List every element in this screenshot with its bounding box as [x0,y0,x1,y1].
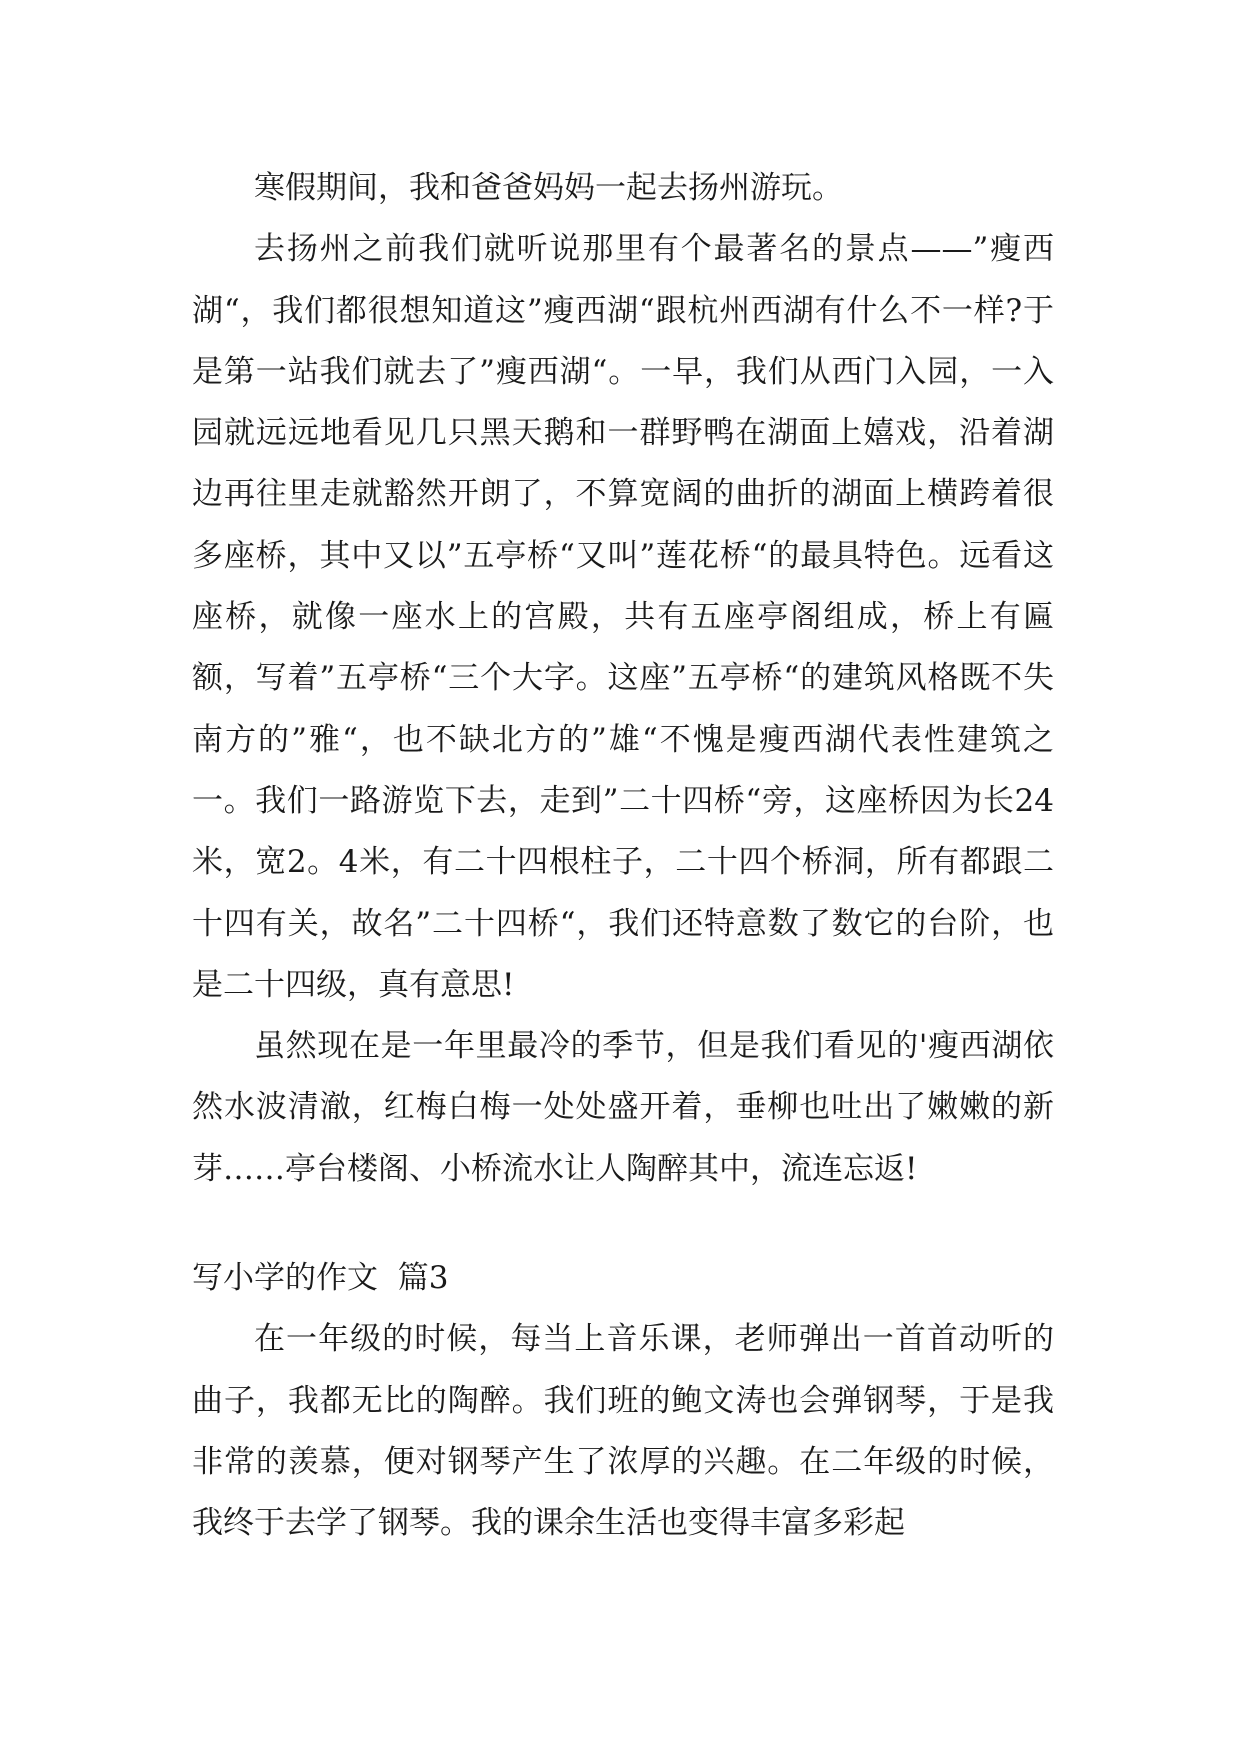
section-paragraph-1: 在一年级的时候，每当上音乐课，老师弹出一首首动听的曲子，我都无比的陶醉。我们班的鲍文涛也会弹钢琴，于是我非常的羡慕，便对钢琴产生了浓厚的兴趣。在二年级的时候，我终于去学了钢琴。我的课余生活也变得丰富多彩起 [192,1321,1054,1542]
section-heading: 写小学的作文 篇3 [192,1260,449,1297]
paragraph-3: 虽然现在是一年里最冷的季节，但是我们看见的'瘦西湖依然水波清澈，红梅白梅一处处盛开着，垂柳也吐出了嫩嫩的新芽……亭台楼阁、小桥流水让人陶醉其中，流连忘返! [192,1028,1054,1187]
paragraph-2: 去扬州之前我们就听说那里有个最著名的景点——”瘦西湖“，我们都很想知道这”瘦西湖“跟杭州西湖有什么不一样?于是第一站我们就去了”瘦西湖“。一早，我们从西门入园，一入园就远远地看见几只黑天鹅和一群野鸭在湖面上嬉戏，沿着湖边再往里走就豁然开朗了，不算宽阔的曲折的湖面上横跨着很多座桥，其中又以”五亭桥“又叫”莲花桥“的最具特色。远看这座桥，就像一座水上的宫殿，共有五座亭阁组成，桥上有匾额，写着”五亭桥“三个大字。这座”五亭桥“的建筑风格既不失南方的”雅“，也不缺北方的”雄“不愧是瘦西湖代表性建筑之一。我们一路游览下去，走到”二十四桥“旁，这座桥因为长24米，宽2。4米，有二十四根柱子，二十四个桥洞，所有都跟二十四有关，故名”二十四桥“，我们还特意数了数它的台阶，也是二十四级，真有意思! [192,231,1054,1003]
document-body [192,158,1054,1555]
paragraph-1: 寒假期间，我和爸爸妈妈一起去扬州游玩。 [254,170,843,206]
